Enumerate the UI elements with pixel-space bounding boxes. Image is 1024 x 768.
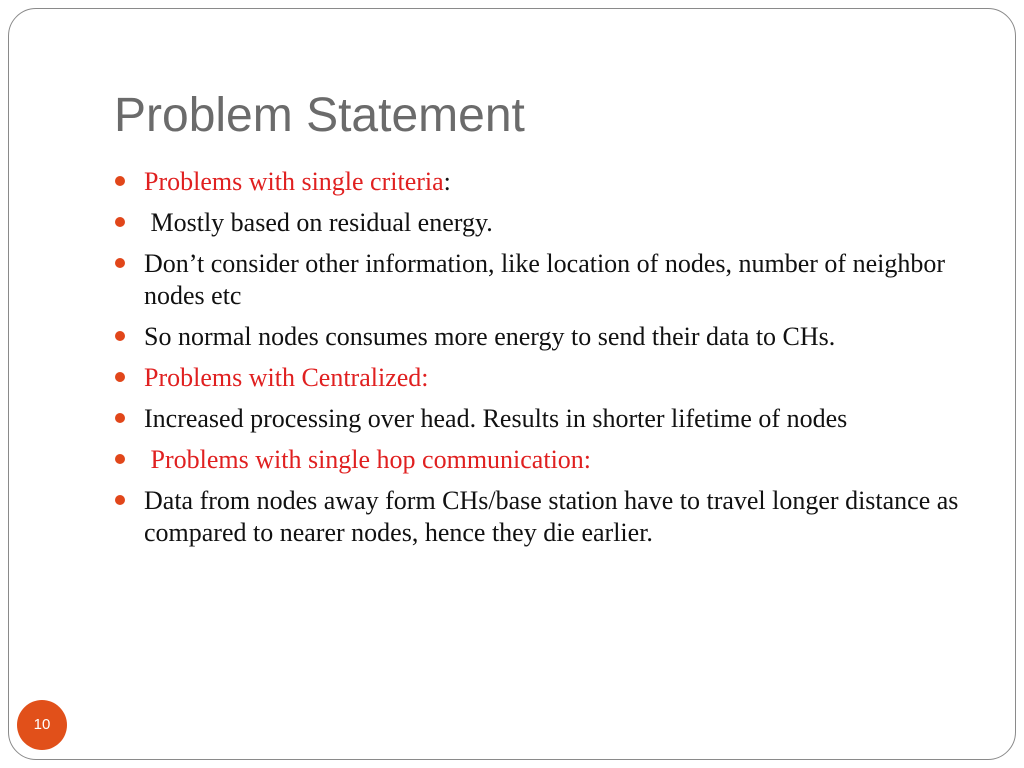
bullet-item <box>115 207 965 239</box>
bullet-dot-icon <box>115 454 125 464</box>
bullet-dot-icon <box>115 217 125 227</box>
bullet-item <box>115 444 965 476</box>
bullet-dot-icon <box>115 331 125 341</box>
bullet-text: Increased processing over head. Results in shorter lifetime of nodes <box>144 404 848 433</box>
bullet-item <box>115 485 965 549</box>
bullet-item <box>115 403 965 435</box>
page-number-badge: 10 <box>17 700 67 750</box>
bullet-text: Don’t consider other information, like location of nodes, number of neighbor nodes etc <box>144 249 945 310</box>
bullet-dot-icon <box>115 495 125 505</box>
bullet-heading-text: Problems with Centralized: <box>144 363 429 392</box>
bullet-dot-icon <box>115 176 125 186</box>
bullet-heading-text: Problems with single hop communication: <box>144 445 592 474</box>
bullet-heading-text: Problems with single criteria <box>144 167 444 196</box>
slide-title: Problem Statement <box>114 89 525 142</box>
bullet-dot-icon <box>115 413 125 423</box>
bullet-dot-icon <box>115 258 125 268</box>
bullet-heading-colon: : <box>443 167 451 196</box>
bullet-text: Data from nodes away form CHs/base station have to travel longer distance as compared to nearer nodes, hence they die earlier. <box>144 486 959 547</box>
bullet-list <box>115 166 965 558</box>
bullet-item <box>115 248 965 312</box>
bullet-text: So normal nodes consumes more energy to send their data to CHs. <box>144 322 836 351</box>
bullet-dot-icon <box>115 372 125 382</box>
bullet-text: Mostly based on residual energy. <box>144 208 493 237</box>
bullet-item <box>115 321 965 353</box>
bullet-item <box>115 166 965 198</box>
bullet-item <box>115 362 965 394</box>
